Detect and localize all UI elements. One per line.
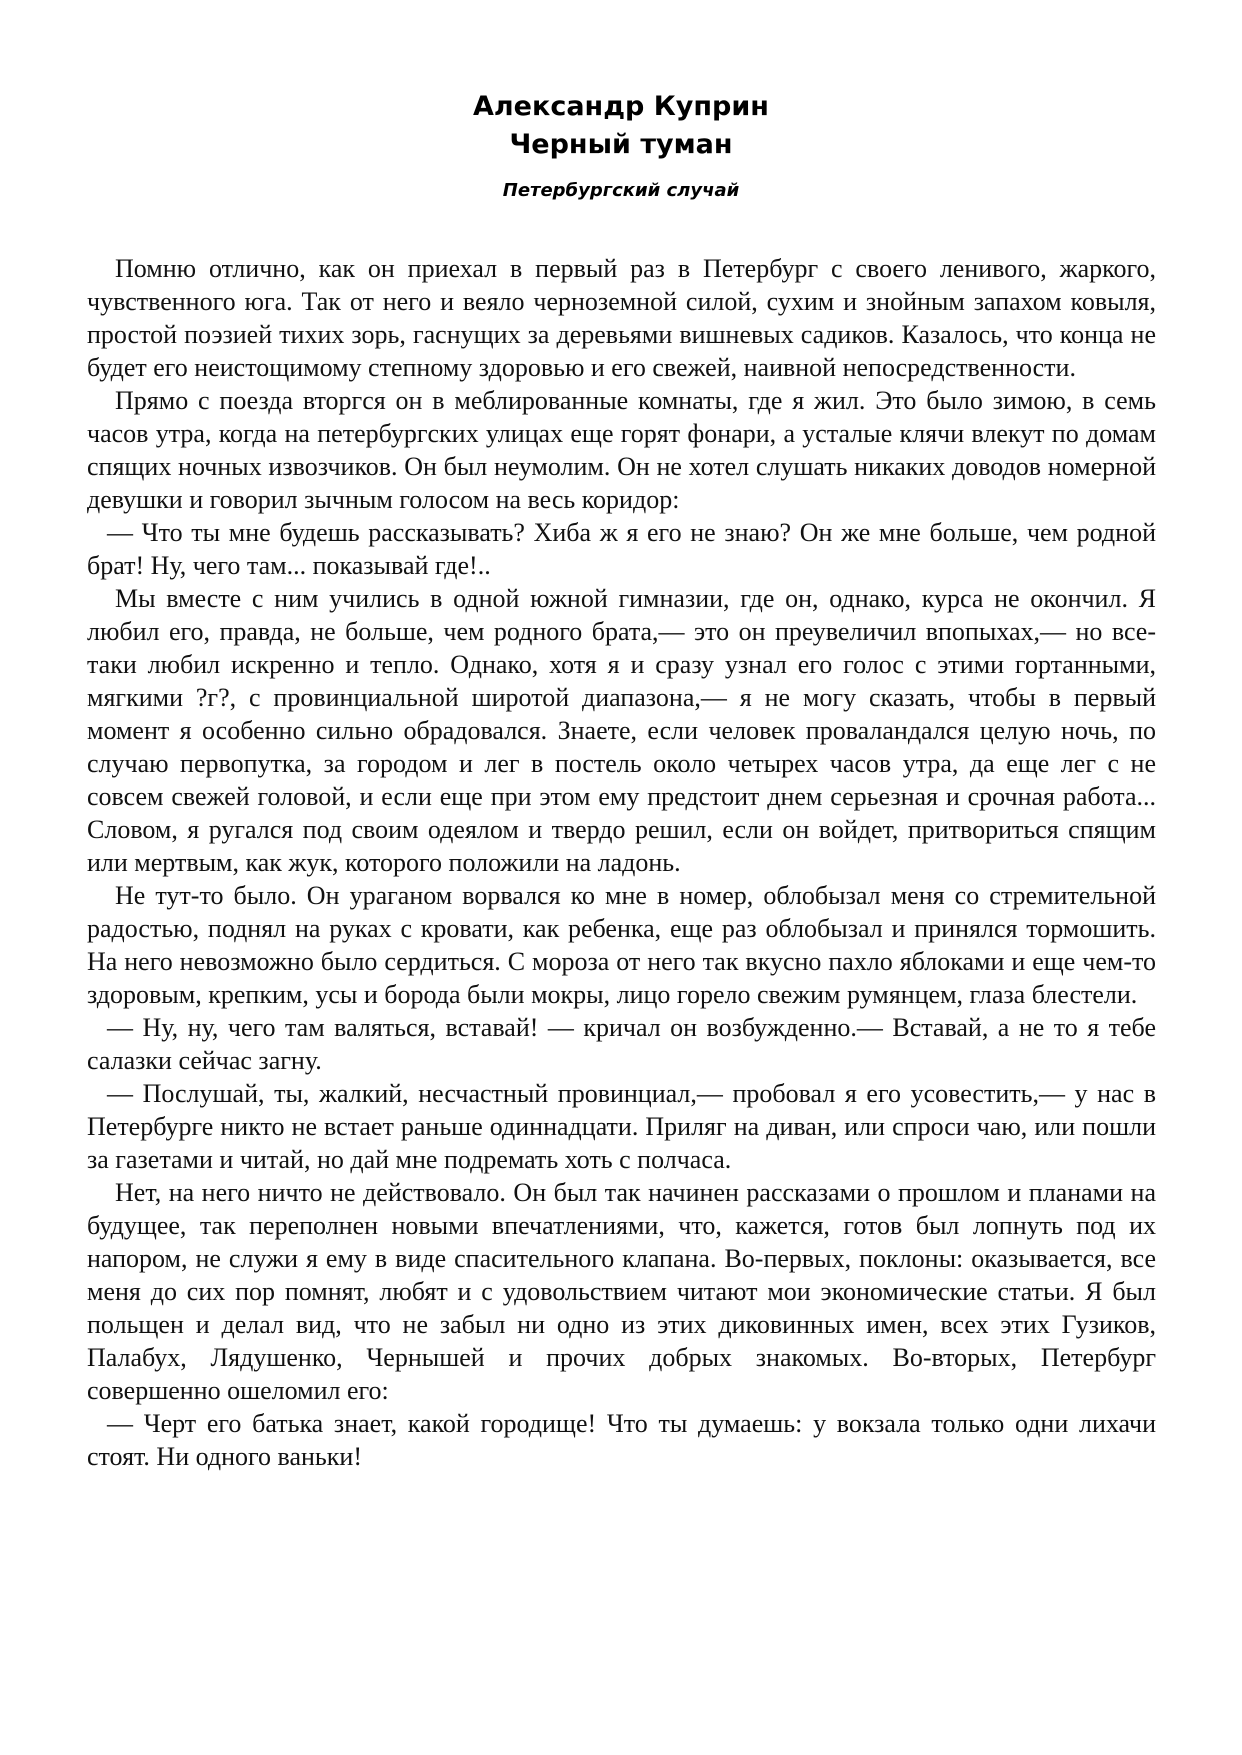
- work-subtitle: Петербургский случай: [502, 180, 740, 201]
- paragraph: Не тут-то было. Он ураганом ворвался ко мне в номер, облобызал меня со стремительной радостью, поднял на руках с кровати, как ребенка, еще раз облобызал и принялся тормошить. На него невозможно было сердиться. С мороза от него так вкусно пахло яблоками и еще чем-то здоровым, крепким, усы и борода были мокры, лицо горело свежим румянцем, глаза блестели.: [87, 881, 1156, 1009]
- dialogue-paragraph: — Черт его батька знает, какой городище! Что ты думаешь: у вокзала только одни лихачи стоят. Ни одного ваньки!: [87, 1409, 1156, 1471]
- paragraph: Мы вместе с ним учились в одной южной гимназии, где он, однако, курса не окончил. Я любил его, правда, не больше, чем родного брата,— это он преувеличил впопыхах,— но все-таки любил искренно и тепло. Однако, хотя я и сразу узнал его голос с этими гортанными, мягкими ?г?, с провинциальной широтой диапазона,— я не могу сказать, чтобы в первый момент я особенно сильно обрадовался. Знаете, если человек проваландался целую ночь, по случаю первопутка, за городом и лег в постель около четырех часов утра, да еще лег с не совсем свежей головой, и если еще при этом ему предстоит днем серьезная и срочная работа... Словом, я ругался под своим одеялом и твердо решил, если он войдет, притвориться спящим или мертвым, как жук, которого положили на ладонь.: [87, 584, 1156, 877]
- dialogue-paragraph: — Ну, ну, чего там валяться, вставай! — кричал он возбужденно.— Вставай, а не то я тебе салазки сейчас загну.: [87, 1013, 1156, 1075]
- paragraph: Прямо с поезда вторгся он в меблированные комнаты, где я жил. Это было зимою, в семь часов утра, когда на петербургских улицах еще горят фонари, а усталые клячи влекут по домам спящих ночных извозчиков. Он был неумолим. Он не хотел слушать никаких доводов номерной девушки и говорил зычным голосом на весь коридор:: [87, 386, 1156, 514]
- dialogue-paragraph: — Послушай, ты, жалкий, несчастный провинциал,— пробовал я его усовестить,— у нас в Петербурге никто не встает раньше одиннадцати. Приляг на диван, или спроси чаю, или пошли за газетами и читай, но дай мне подремать хоть с полчаса.: [87, 1079, 1156, 1174]
- dialogue-paragraph: — Что ты мне будешь рассказывать? Хиба ж я его не знаю? Он же мне больше, чем родной брат! Ну, чего там... показывай где!..: [87, 518, 1156, 580]
- paragraph: Помню отлично, как он приехал в первый раз в Петербург с своего ленивого, жаркого, чувственного юга. Так от него и веяло черноземной силой, сухим и знойным запахом ковыля, простой поэзией тихих зорь, гаснущих за деревьями вишневых садиков. Казалось, что конца не будет его неистощимому степному здоровью и его свежей, наивной непосредственности.: [87, 254, 1156, 382]
- author-name: Александр Куприн: [473, 91, 769, 122]
- paragraph: Нет, на него ничто не действовало. Он был так начинен рассказами о прошлом и планами на будущее, так переполнен новыми впечатлениями, что, кажется, готов был лопнуть под их напором, не служи я ему в виде спасительного клапана. Во-первых, поклоны: оказывается, все меня до сих пор помнят, любят и с удовольствием читают мои экономические статьи. Я был польщен и делал вид, что не забыл ни одно из этих диковинных имен, всех этих Гузиков, Палабух, Лядушенко, Чернышей и прочих добрых знакомых. Во-вторых, Петербург совершенно ошеломил его:: [87, 1178, 1156, 1405]
- title-block: [0, 88, 1242, 204]
- story-text: [87, 252, 1156, 1473]
- work-title: Черный туман: [509, 129, 733, 160]
